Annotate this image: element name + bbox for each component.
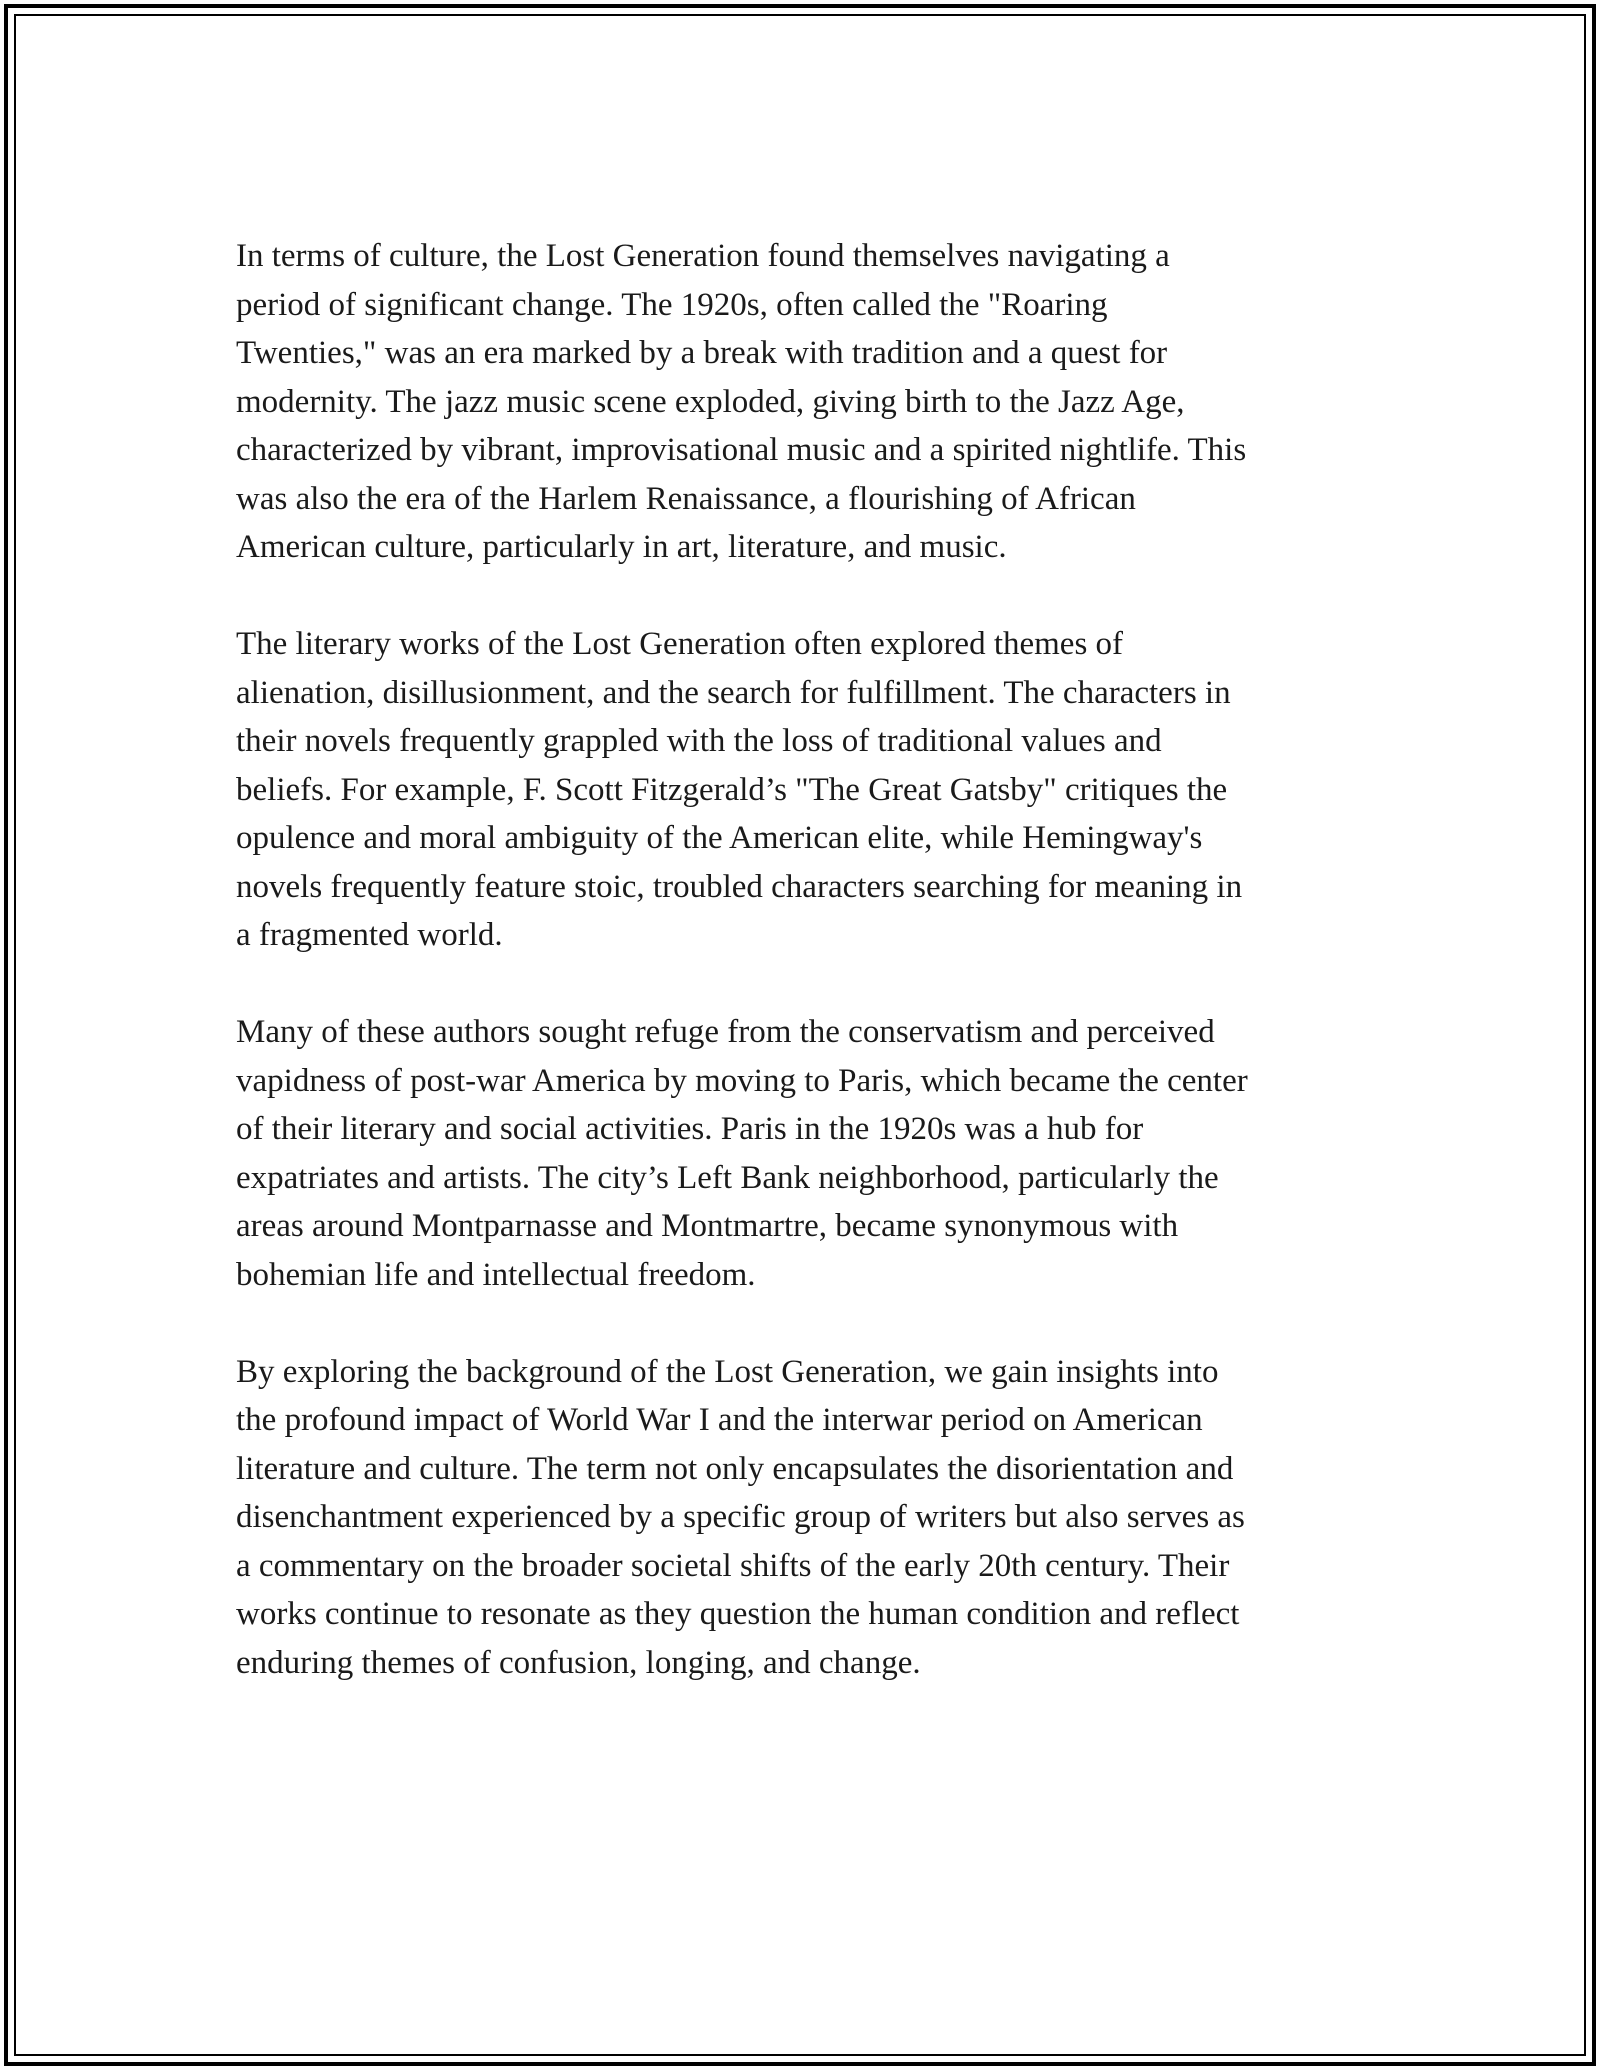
text-line: American culture, particularly in art, literature, and music. (236, 529, 1007, 565)
text-line: period of significant change. The 1920s, often called the "Roaring (236, 286, 1108, 323)
text-line: of their literary and social activities. Paris in the 1920s was a hub for (236, 1111, 1144, 1147)
text-line: areas around Montparnasse and Montmartre, became synonymous with (236, 1208, 1179, 1244)
paragraph-conclusion (236, 1348, 1376, 1688)
text-line: works continue to resonate as they question the human condition and reflect (236, 1596, 1240, 1632)
paragraph-paris (236, 1008, 1376, 1299)
document-body (236, 232, 1376, 1736)
text-line: their novels frequently grappled with the loss of traditional values and (236, 723, 1162, 759)
text-line: disenchantment experienced by a specific group of writers but also serves as (236, 1499, 1245, 1535)
paragraph-culture (236, 232, 1376, 572)
text-line: alienation, disillusionment, and the search for fulfillment. The characters in (236, 674, 1231, 711)
text-line: By exploring the background of the Lost Generation, we gain insights into (236, 1353, 1219, 1390)
text-line: a fragmented world. (236, 917, 503, 953)
text-line: vapidness of post-war America by moving to Paris, which became the center (236, 1062, 1248, 1099)
text-line: the profound impact of World War I and the interwar period on American (236, 1402, 1203, 1438)
text-line: expatriates and artists. The city’s Left Bank neighborhood, particularly the (236, 1159, 1219, 1196)
text-line: The literary works of the Lost Generation often explored themes of (236, 626, 1124, 662)
text-line: characterized by vibrant, improvisational music and a spirited nightlife. This (236, 432, 1247, 468)
text-line: was also the era of the Harlem Renaissance, a flourishing of African (236, 480, 1136, 517)
text-line: Twenties," was an era marked by a break with tradition and a quest for (236, 335, 1168, 371)
text-line: opulence and moral ambiguity of the American elite, while Hemingway's (236, 820, 1203, 856)
paragraph-literary-works (236, 620, 1376, 960)
text-line: literature and culture. The term not only encapsulates the disorientation and (236, 1450, 1234, 1487)
text-line: bohemian life and intellectual freedom. (236, 1256, 756, 1293)
text-line: enduring themes of confusion, longing, and change. (236, 1644, 921, 1681)
text-line: modernity. The jazz music scene exploded, giving birth to the Jazz Age, (236, 383, 1185, 420)
text-line: novels frequently feature stoic, troubled characters searching for meaning in (236, 868, 1243, 905)
text-line: a commentary on the broader societal shifts of the early 20th century. Their (236, 1547, 1230, 1584)
text-line: In terms of culture, the Lost Generation found themselves navigating a (236, 238, 1170, 274)
text-line: Many of these authors sought refuge from the conservatism and perceived (236, 1014, 1215, 1050)
text-line: beliefs. For example, F. Scott Fitzgerald’s "The Great Gatsby" critiques the (236, 771, 1228, 808)
